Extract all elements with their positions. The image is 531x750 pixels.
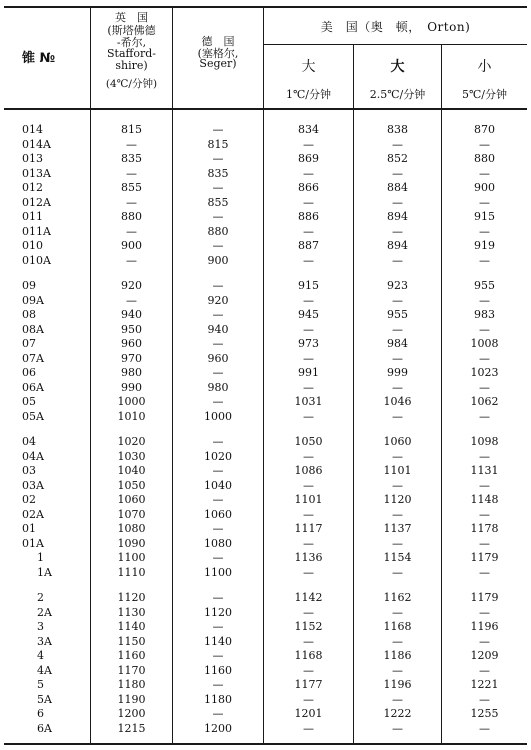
cone-number: 5A <box>37 692 52 706</box>
table-cell: 1040 <box>204 478 232 492</box>
table-cell: — <box>392 449 403 463</box>
table-cell: — <box>212 308 224 321</box>
header-uk-line: (4℃/分钟) <box>105 78 158 90</box>
table-cell: 1070 <box>117 507 146 521</box>
cone-number: 04A <box>22 449 44 463</box>
table-cell: 886 <box>298 210 319 223</box>
table-cell: 1170 <box>117 663 146 677</box>
table-cell: — <box>212 395 224 408</box>
cone-number: 012A <box>22 195 51 209</box>
table-cell: 915 <box>298 279 319 292</box>
table-cell: 1196 <box>470 620 499 633</box>
table-cell: — <box>392 380 403 394</box>
cone-number: 014A <box>22 137 51 151</box>
table-cell: 1209 <box>470 649 499 662</box>
table-cell: — <box>212 279 224 292</box>
cone-number: 02 <box>22 493 36 506</box>
table-cell: — <box>212 239 224 252</box>
table-cell: 1020 <box>117 435 146 448</box>
table-bottom-rule <box>4 743 527 745</box>
cone-number: 06A <box>22 380 44 394</box>
header-uk-line: -希尔, <box>116 36 147 49</box>
table-cell: — <box>392 195 403 209</box>
cone-number: 6 <box>37 707 44 720</box>
table-cell: 855 <box>121 181 142 194</box>
table-cell: 1180 <box>204 692 232 706</box>
table-cell: 1201 <box>294 707 323 720</box>
table-cell: 999 <box>387 366 408 379</box>
table-cell: — <box>126 195 137 209</box>
table-cell: — <box>303 166 314 180</box>
table-cell: — <box>303 605 314 619</box>
table-cell: 955 <box>387 308 408 321</box>
table-cell: — <box>212 707 224 720</box>
table-cell: 983 <box>474 308 495 321</box>
table-cell: 1152 <box>294 620 323 633</box>
table-cell: — <box>303 634 314 648</box>
table-cell: — <box>303 692 314 706</box>
table-cell: 1060 <box>383 435 412 448</box>
header-bottom-rule <box>4 108 527 110</box>
table-cell: 1137 <box>383 522 412 535</box>
table-cell: — <box>392 253 403 267</box>
table-cell: 815 <box>121 123 142 136</box>
table-cell: 955 <box>474 279 495 292</box>
cone-number: 6A <box>37 721 52 735</box>
table-cell: — <box>479 605 490 619</box>
table-cell: — <box>212 464 224 477</box>
table-cell: 1186 <box>383 649 412 662</box>
cone-number: 012 <box>22 181 43 194</box>
header-uk-line: Stafford- <box>107 47 156 60</box>
table-cell: 1101 <box>294 493 323 506</box>
cone-number: 09A <box>22 293 44 307</box>
table-cell: 870 <box>474 123 495 136</box>
cone-number: 2A <box>37 605 52 619</box>
cone-number: 08A <box>22 322 44 336</box>
table-cell: 1200 <box>204 721 232 735</box>
table-cell: — <box>303 507 314 521</box>
cone-number: 010 <box>22 239 43 252</box>
cone-number: 011A <box>22 224 51 238</box>
table-cell: 1090 <box>117 536 146 550</box>
table-cell: 1255 <box>470 707 499 720</box>
table-cell: 1168 <box>383 620 412 633</box>
table-cell: 920 <box>207 293 229 307</box>
table-cell: 1060 <box>204 507 232 521</box>
header-us-rate: 1℃/分钟 <box>285 88 331 101</box>
table-cell: — <box>212 152 224 165</box>
table-cell: 940 <box>121 308 142 321</box>
table-cell: 880 <box>474 152 495 165</box>
table-cell: — <box>392 565 403 579</box>
table-cell: 815 <box>207 137 229 151</box>
table-cell: — <box>303 478 314 492</box>
table-cell: 1130 <box>117 605 146 619</box>
header-us-size: 小 <box>477 59 492 75</box>
table-cell: 880 <box>207 224 229 238</box>
table-cell: 1154 <box>383 551 412 564</box>
table-cell: 1179 <box>470 591 499 604</box>
table-cell: — <box>479 634 490 648</box>
table-cell: — <box>303 224 314 238</box>
table-cell: 884 <box>387 181 408 194</box>
table-cell: 1178 <box>470 522 499 535</box>
table-cell: — <box>479 565 490 579</box>
table-cell: 980 <box>121 366 142 379</box>
table-cell: — <box>303 253 314 267</box>
table-cell: 1160 <box>117 649 146 662</box>
table-cell: 834 <box>298 123 319 136</box>
table-cell: 900 <box>121 239 142 252</box>
table-cell: — <box>392 409 403 423</box>
cone-number: 4 <box>37 649 44 662</box>
table-cell: — <box>126 166 137 180</box>
table-cell: — <box>126 224 137 238</box>
cone-number: 4A <box>37 663 52 677</box>
table-cell: — <box>392 507 403 521</box>
table-cell: 970 <box>121 351 142 365</box>
cone-number: 01 <box>22 522 36 535</box>
table-cell: — <box>479 663 490 677</box>
table-cell: 1040 <box>117 464 146 477</box>
table-cell: — <box>212 620 224 633</box>
table-cell: 900 <box>474 181 495 194</box>
cone-number: 3 <box>37 620 44 633</box>
cone-number: 09 <box>22 279 36 292</box>
table-cell: 1200 <box>117 707 146 720</box>
table-cell: 1020 <box>204 449 232 463</box>
us-subheader-rule <box>263 44 527 45</box>
table-cell: 1162 <box>383 591 412 604</box>
table-cell: 1060 <box>117 493 146 506</box>
table-cell: — <box>392 692 403 706</box>
cone-number: 07A <box>22 351 44 365</box>
cone-number: 013 <box>22 152 43 165</box>
table-cell: 838 <box>387 123 408 136</box>
table-cell: — <box>303 565 314 579</box>
header-germany-line: (塞格尔, <box>197 47 239 60</box>
table-cell: 919 <box>474 239 495 252</box>
header-us-title: 美 国（奥 顿， Orton) <box>320 20 471 34</box>
table-cell: — <box>212 366 224 379</box>
table-cell: 1120 <box>117 591 146 604</box>
header-us-size: 大 <box>301 59 316 75</box>
table-cell: — <box>392 224 403 238</box>
cone-number: 2 <box>37 591 44 604</box>
table-cell: 1142 <box>294 591 323 604</box>
table-cell: — <box>479 409 490 423</box>
cone-number: 011 <box>22 210 43 223</box>
table-cell: 1117 <box>294 522 323 535</box>
table-cell: 920 <box>121 279 142 292</box>
table-cell: 1023 <box>470 366 499 379</box>
table-cell: 1140 <box>117 620 146 633</box>
table-cell: 835 <box>207 166 229 180</box>
table-cell: 1062 <box>470 395 499 408</box>
table-cell: — <box>303 380 314 394</box>
table-cell: 1196 <box>383 678 412 691</box>
table-cell: 866 <box>298 181 319 194</box>
table-cell: 887 <box>298 239 319 252</box>
table-cell: 835 <box>121 152 142 165</box>
table-cell: 894 <box>387 210 408 223</box>
table-cell: 1190 <box>117 692 146 706</box>
header-germany-line: Seger) <box>199 57 237 70</box>
table-cell: 1221 <box>470 678 499 691</box>
table-cell: 1080 <box>117 522 146 535</box>
cone-number: 014 <box>22 123 43 136</box>
table-cell: — <box>212 210 224 223</box>
header-us-size: 大 <box>390 59 405 75</box>
table-cell: — <box>212 522 224 535</box>
table-cell: 880 <box>121 210 142 223</box>
table-top-rule <box>4 6 527 8</box>
table-cell: — <box>212 591 224 604</box>
table-cell: 1086 <box>294 464 323 477</box>
table-cell: — <box>479 536 490 550</box>
table-cell: 1101 <box>383 464 412 477</box>
table-cell: — <box>392 478 403 492</box>
table-cell: 1150 <box>117 634 146 648</box>
cone-number: 06 <box>22 366 36 379</box>
table-cell: — <box>303 663 314 677</box>
table-cell: 1140 <box>204 634 232 648</box>
table-cell: 855 <box>207 195 229 209</box>
table-cell: — <box>303 293 314 307</box>
table-cell: — <box>303 195 314 209</box>
table-cell: — <box>479 507 490 521</box>
table-cell: — <box>392 293 403 307</box>
table-cell: 1046 <box>383 395 412 408</box>
cone-number: 04 <box>22 435 36 448</box>
header-uk-line: shire) <box>115 59 148 72</box>
table-cell: 1215 <box>117 721 146 735</box>
table-cell: 1100 <box>204 565 232 579</box>
table-cell: — <box>212 181 224 194</box>
table-cell: — <box>212 649 224 662</box>
table-cell: 1222 <box>383 707 412 720</box>
cone-number: 013A <box>22 166 51 180</box>
table-cell: 1168 <box>294 649 323 662</box>
table-cell: — <box>479 692 490 706</box>
table-cell: — <box>303 721 314 735</box>
table-cell: 1179 <box>470 551 499 564</box>
table-cell: — <box>126 137 137 151</box>
table-cell: — <box>392 137 403 151</box>
table-cell: — <box>479 166 490 180</box>
cone-number: 05A <box>22 409 44 423</box>
table-cell: — <box>392 351 403 365</box>
cone-number: 07 <box>22 337 36 350</box>
header-cone-no: 锥 № <box>22 51 56 66</box>
table-cell: — <box>479 137 490 151</box>
table-cell: — <box>303 322 314 336</box>
table-cell: 1098 <box>470 435 499 448</box>
table-cell: — <box>392 536 403 550</box>
table-cell: 984 <box>387 337 408 350</box>
cone-number: 5 <box>37 678 44 691</box>
table-cell: 915 <box>474 210 495 223</box>
table-cell: — <box>212 435 224 448</box>
table-cell: — <box>479 351 490 365</box>
header-uk-line: (斯塔佛德 <box>107 24 156 37</box>
header-uk-line: 英 国 <box>115 11 148 24</box>
cone-number: 08 <box>22 308 36 321</box>
table-cell: 869 <box>298 152 319 165</box>
table-cell: — <box>392 322 403 336</box>
table-cell: 1030 <box>117 449 146 463</box>
table-cell: — <box>479 721 490 735</box>
table-cell: — <box>212 337 224 350</box>
table-cell: — <box>392 663 403 677</box>
table-cell: — <box>303 351 314 365</box>
table-cell: 1177 <box>294 678 323 691</box>
table-cell: — <box>392 166 403 180</box>
table-cell: 1100 <box>117 551 146 564</box>
table-cell: 945 <box>298 308 319 321</box>
table-cell: 1110 <box>117 565 146 579</box>
header-germany-line: 德 国 <box>201 35 235 48</box>
table-cell: — <box>479 322 490 336</box>
table-cell: — <box>479 293 490 307</box>
cone-number: 1A <box>37 565 52 579</box>
table-cell: — <box>303 449 314 463</box>
table-cell: 950 <box>121 322 142 336</box>
table-cell: 1008 <box>470 337 499 350</box>
cone-number: 05 <box>22 395 36 408</box>
table-cell: 894 <box>387 239 408 252</box>
table-cell: 1160 <box>204 663 232 677</box>
table-cell: — <box>479 224 490 238</box>
table-cell: — <box>303 137 314 151</box>
cone-number: 03A <box>22 478 44 492</box>
table-cell: — <box>392 634 403 648</box>
table-cell: 1000 <box>117 395 146 408</box>
table-cell: 900 <box>207 253 229 267</box>
table-cell: 980 <box>207 380 229 394</box>
table-cell: — <box>479 478 490 492</box>
cone-number: 01A <box>22 536 44 550</box>
table-cell: — <box>126 293 137 307</box>
table-cell: — <box>479 195 490 209</box>
table-cell: 973 <box>298 337 319 350</box>
table-cell: — <box>212 493 224 506</box>
cone-number: 1 <box>37 551 44 564</box>
table-cell: — <box>212 678 224 691</box>
table-cell: 990 <box>121 380 142 394</box>
table-cell: — <box>392 605 403 619</box>
table-cell: — <box>392 721 403 735</box>
table-cell: — <box>479 449 490 463</box>
table-cell: 1000 <box>204 409 232 423</box>
table-cell: 1148 <box>470 493 499 506</box>
table-cell: 960 <box>121 337 142 350</box>
table-cell: 1050 <box>294 435 323 448</box>
cone-number: 02A <box>22 507 44 521</box>
table-cell: 1131 <box>470 464 499 477</box>
header-us-rate: 5℃/分钟 <box>461 88 507 101</box>
table-cell: 1010 <box>117 409 146 423</box>
table-cell: 991 <box>298 366 319 379</box>
table-cell: 940 <box>207 322 229 336</box>
table-cell: 1050 <box>117 478 146 492</box>
table-cell: — <box>479 253 490 267</box>
table-cell: 1120 <box>383 493 412 506</box>
table-cell: 1136 <box>294 551 323 564</box>
cone-number: 03 <box>22 464 36 477</box>
table-cell: — <box>212 551 224 564</box>
table-cell: 1180 <box>117 678 146 691</box>
table-cell: 923 <box>387 279 408 292</box>
header-us-rate: 2.5℃/分钟 <box>369 88 426 101</box>
cone-number: 3A <box>37 634 52 648</box>
table-cell: 1031 <box>294 395 323 408</box>
table-cell: — <box>479 380 490 394</box>
table-cell: 1120 <box>204 605 232 619</box>
cone-number: 010A <box>22 253 51 267</box>
table-cell: 1080 <box>204 536 232 550</box>
table-cell: — <box>212 123 224 136</box>
table-cell: — <box>303 536 314 550</box>
table-cell: — <box>303 409 314 423</box>
table-cell: 960 <box>207 351 229 365</box>
table-cell: 852 <box>387 152 408 165</box>
table-cell: — <box>126 253 137 267</box>
